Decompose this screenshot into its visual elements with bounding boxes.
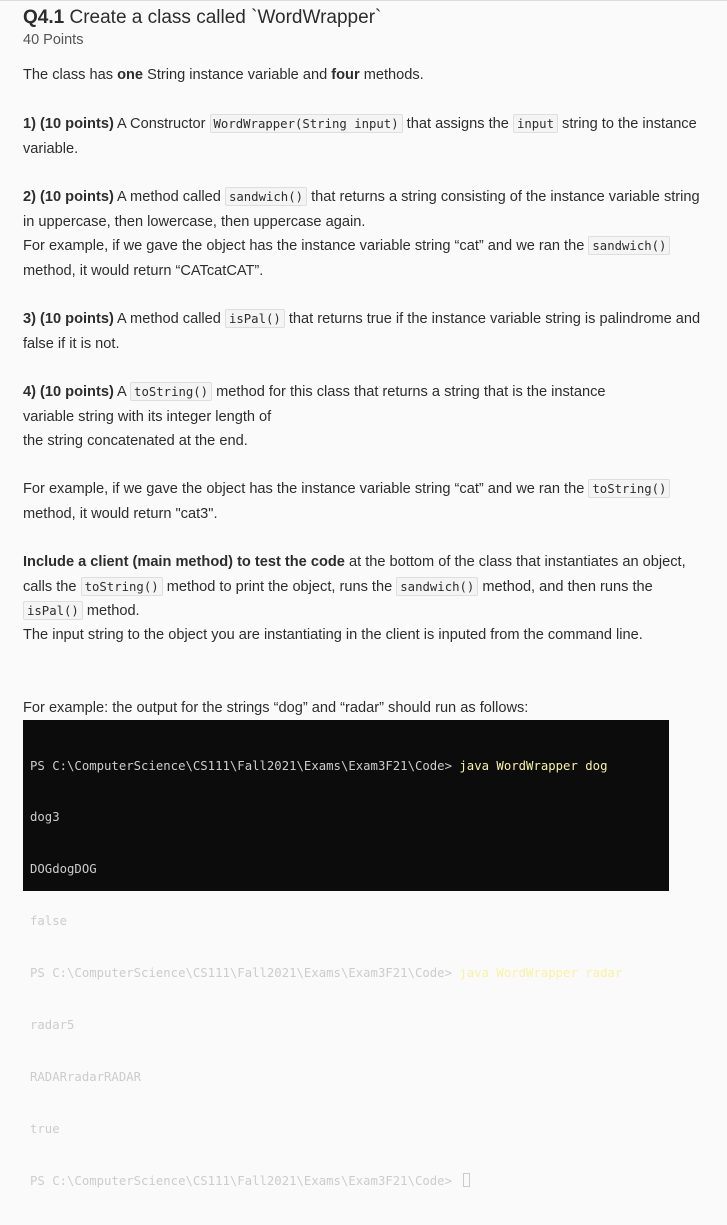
item-4-text: A	[113, 384, 131, 400]
question-title-text: Create a class called `WordWrapper`	[69, 7, 382, 28]
item-4-paragraph	[23, 380, 703, 454]
tostring-example-text: For example, if we gave the object has the instance variable string “cat” and we ran the	[23, 481, 589, 497]
client-text: method.	[82, 603, 140, 619]
item-1-text: string to the instance variable.	[23, 116, 697, 157]
intro-bold-four: four	[331, 67, 360, 83]
terminal-line: DOGdogDOG	[30, 862, 97, 877]
item-1-label: 1) (10 points)	[23, 116, 114, 132]
inline-code: input	[513, 114, 558, 133]
client-text: at the bottom of the class that instantiates an object, calls the	[23, 554, 686, 595]
terminal-command: java WordWrapper dog	[459, 758, 608, 773]
item-4-text: variable string with its integer length of	[23, 408, 272, 425]
inline-code: sandwich()	[225, 187, 307, 206]
intro-paragraph	[23, 63, 703, 88]
question-title	[23, 7, 381, 29]
item-4-text: method for this class that returns a string that is the instance	[212, 384, 606, 400]
item-3-text: that returns true if the instance variable string is palindrome and false if it is not.	[23, 311, 701, 352]
question-number: Q4.1	[23, 7, 65, 28]
item-3-label: 3) (10 points)	[23, 311, 114, 327]
item-2-example-text: method, it would return “CATcatCAT”.	[23, 262, 264, 279]
client-bold-text: Include a client (main method) to test the code	[23, 554, 345, 570]
tostring-example-paragraph	[23, 477, 703, 526]
item-1-paragraph	[23, 112, 703, 161]
client-paragraph	[23, 550, 703, 624]
item-2-paragraph	[23, 185, 703, 234]
item-2-text: A method called	[113, 189, 225, 205]
intro-text: String instance variable and	[143, 67, 332, 83]
terminal-line	[30, 1173, 669, 1190]
item-1-text: A Constructor	[113, 116, 210, 132]
item-2-example	[23, 234, 703, 283]
terminal-prompt: PS C:\ComputerScience\CS111\Fall2021\Exams\Exam3F21\Code>	[30, 758, 460, 773]
intro-bold-one: one	[117, 67, 144, 83]
inline-code: toString()	[81, 577, 163, 596]
inline-code: toString()	[130, 382, 212, 401]
inline-code: toString()	[588, 479, 670, 498]
item-2-label: 2) (10 points)	[23, 189, 114, 205]
item-2-example-text: For example, if we gave the object has the instance variable string “cat” and we ran the	[23, 238, 589, 254]
terminal-cursor	[463, 1173, 470, 1187]
output-intro: For example: the output for the strings “dog” and “radar” should run as follows:	[23, 700, 529, 716]
terminal-line: radar5	[30, 1018, 75, 1033]
inline-code: sandwich()	[588, 236, 670, 255]
inline-code: isPal()	[225, 309, 285, 328]
terminal-output	[23, 720, 669, 1188]
terminal-line	[30, 758, 669, 775]
item-4-text: the string concatenated at the end.	[23, 433, 248, 449]
terminal-line: false	[30, 914, 68, 929]
terminal-line: dog3	[30, 810, 60, 825]
terminal-prompt: PS C:\ComputerScience\CS111\Fall2021\Exams\Exam3F21\Code>	[30, 1173, 460, 1188]
intro-text: methods.	[359, 67, 424, 83]
client-input-note: The input string to the object you are instantiating in the client is inputed from the command line.	[23, 627, 643, 643]
inline-code: sandwich()	[396, 577, 478, 596]
item-3-text: A method called	[113, 311, 225, 327]
terminal-prompt: PS C:\ComputerScience\CS111\Fall2021\Exams\Exam3F21\Code>	[30, 966, 460, 981]
terminal-line: RADARradarRADAR	[30, 1069, 142, 1084]
terminal-line	[30, 965, 669, 982]
item-4-label: 4) (10 points)	[23, 384, 114, 400]
inline-code: WordWrapper(String input)	[210, 114, 403, 133]
intro-text: The class has	[23, 67, 118, 83]
question-points: 40 Points	[23, 32, 84, 48]
client-text: method to print the object, runs the	[162, 578, 397, 595]
client-text: method, and then runs the	[478, 578, 653, 595]
terminal-command: java WordWrapper radar	[459, 966, 623, 981]
inline-code: isPal()	[23, 601, 83, 620]
tostring-example-text: method, it would return "cat3".	[23, 505, 218, 522]
item-2-text: that returns a string consisting of the instance variable string in uppercase, then lowercase, then uppercase again.	[23, 189, 700, 230]
item-1-text: that assigns the	[402, 116, 513, 132]
item-3-paragraph	[23, 307, 703, 356]
terminal-line: true	[30, 1121, 60, 1136]
